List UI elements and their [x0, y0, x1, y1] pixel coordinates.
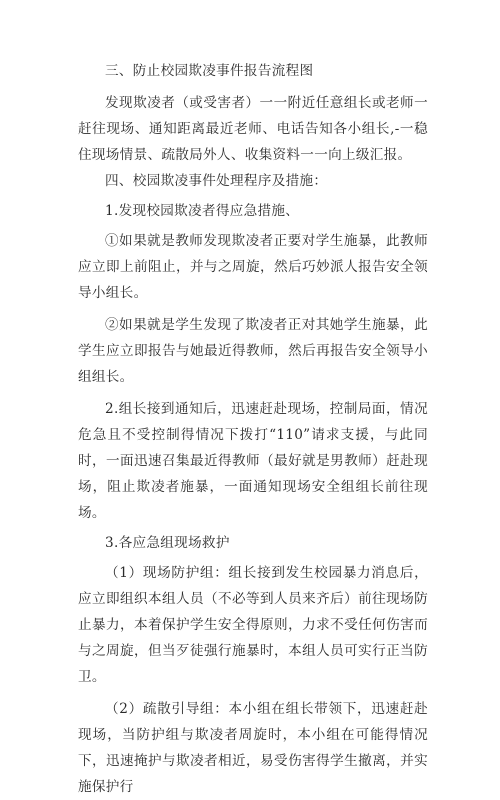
- paragraph-reporting-flow: 发现欺凌者（或受害者）一一附近任意组长或老师一赶往现场、通知距离最近老师、电话告知各小组长,-一稳住现场情景、疏散局外人、收集资料一一向上级汇报。: [78, 95, 428, 163]
- paragraph-teacher-discovers: ①如果就是教师发现欺凌者正要对学生施暴，此教师应立即上前阻止，并与之周旋，然后巧妙派人报告安全领导小组长。: [78, 233, 428, 301]
- paragraph-student-discovers: ②如果就是学生发现了欺凌者正对其她学生施暴，此学生应立即报告与她最近得教师，然后再报告安全领导小组组长。: [78, 317, 428, 385]
- paragraph-evacuation-group: （2）疏散引导组：本小组在组长带领下，迅速赶赴现场，当防护组与欺凌者周旋时，本小组在可能得情况下，迅速掩护与欺凌者相近，易受伤害得学生撤离，并实施保护行: [78, 701, 428, 795]
- section-heading-reporting-flow: 三、防止校园欺凌事件报告流程图: [105, 63, 314, 79]
- paragraph-leader-response: 2.组长接到通知后，迅速赶赴现场，控制局面，情况危急且不受控制得情况下拨打“110”请求支援，与此同时，一面迅速召集最近得教师（最好就是男教师）赶赴现场，阻止欺凌者施暴，一面通知现场安全组组长前往现场。: [78, 401, 428, 521]
- paragraph-protection-group: （1）现场防护组：组长接到发生校园暴力消息后，应立即组织本组人员（不必等到人员来齐后）前往现场防止暴力，本着保护学生安全得原则，力求不受任何伤害而与之周旋，但当歹徒强行施暴时，本组人员可实行正当防卫。: [78, 565, 428, 685]
- subheading-emergency-measures: 1.发现校园欺凌者得应急措施、: [105, 203, 300, 219]
- document-body: [78, 58, 428, 800]
- section-heading-procedures: 四、校园欺凌事件处理程序及措施：: [105, 173, 328, 189]
- subheading-onsite-rescue: 3.各应急组现场救护: [105, 535, 230, 551]
